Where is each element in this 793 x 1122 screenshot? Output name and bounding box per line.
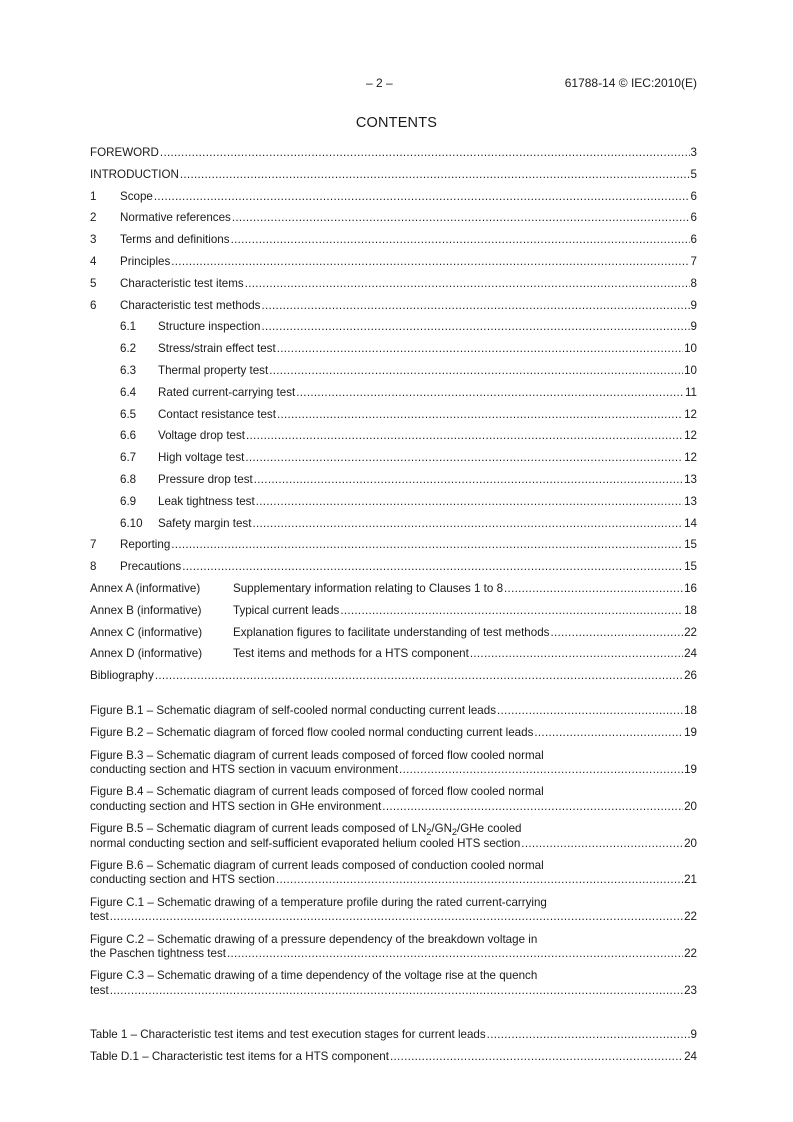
page-ref: 11 — [684, 385, 697, 399]
entry-line — [90, 837, 697, 852]
entry-title: Figure B.3 – Schematic diagram of current leads composed of forced flow cooled normal — [90, 748, 544, 762]
page-title: CONTENTS — [355, 115, 438, 131]
entry-title: Thermal property test — [158, 363, 269, 377]
figure-entry[interactable] — [90, 933, 697, 962]
section-number: 8 — [90, 560, 97, 574]
toc-entry[interactable] — [90, 495, 697, 510]
entry-line — [90, 785, 697, 800]
page-ref: 22 — [684, 910, 697, 924]
subscript: 2 — [452, 827, 458, 838]
dot-leader — [260, 320, 689, 335]
entry-line — [90, 984, 697, 999]
entry-title: FOREWORD — [90, 146, 159, 159]
annex-label: Annex A (informative) — [90, 581, 201, 595]
page-ref: 15 — [684, 538, 697, 552]
text-segment: /GHe cooled — [457, 822, 522, 836]
entry-title: Leak tightness test — [158, 494, 255, 508]
toc-entry[interactable] — [90, 190, 697, 205]
toc-entry[interactable] — [90, 299, 697, 314]
figure-entry[interactable] — [90, 749, 697, 778]
entry-title: Figure B.2 – Schematic diagram of forced flow cooled normal conducting current leads — [90, 726, 534, 740]
entry-line — [90, 763, 697, 778]
dot-leader — [170, 255, 689, 270]
entry-title: Pressure drop test — [158, 472, 253, 486]
entry-line — [90, 704, 697, 719]
section-number: 6 — [90, 298, 97, 312]
toc-line — [90, 211, 697, 226]
toc-line — [90, 473, 697, 488]
page-ref: 21 — [684, 873, 697, 887]
entry-title: normal conducting section and self-sufficient evaporated helium cooled HTS section — [90, 836, 521, 850]
page-ref: 9 — [690, 298, 697, 312]
section-number: 5 — [90, 276, 97, 290]
figure-entry[interactable] — [90, 859, 697, 888]
toc-line — [90, 386, 697, 401]
table-entry[interactable] — [90, 1028, 697, 1043]
toc-entry[interactable] — [90, 364, 697, 379]
page-ref: 18 — [684, 703, 697, 717]
entry-title: conducting section and HTS section in vacuum environment — [90, 763, 399, 777]
entry-title: Figure B.6 – Schematic diagram of current leads composed of conduction cooled normal — [90, 858, 544, 872]
page-ref: 22 — [684, 947, 697, 960]
dot-leader — [398, 763, 683, 778]
section-number: 6.9 — [120, 494, 137, 508]
section-number: 6.8 — [120, 472, 137, 486]
page-ref: 10 — [684, 363, 697, 377]
annex-label: Annex B (informative) — [90, 603, 202, 617]
figure-entry[interactable] — [90, 969, 697, 998]
page-ref: 7 — [690, 254, 697, 268]
toc-entry[interactable] — [90, 560, 697, 575]
page-ref: 14 — [684, 516, 697, 530]
dot-leader — [244, 451, 683, 466]
section-number: 4 — [90, 254, 97, 268]
toc-line — [90, 168, 697, 183]
entry-title: Safety margin test — [158, 516, 252, 530]
entry-title: Reporting — [120, 538, 171, 552]
section-number: 6.1 — [120, 320, 137, 334]
section-number: 6.3 — [120, 363, 137, 377]
entry-title: conducting section and HTS section in GHe environment — [90, 799, 382, 813]
toc-entry[interactable] — [90, 342, 697, 357]
entry-line — [90, 800, 697, 815]
dot-leader — [389, 1050, 683, 1065]
entry-line — [90, 933, 697, 948]
entry-title: Principles — [120, 254, 171, 268]
dot-leader — [181, 560, 683, 575]
entry-title: Figure B.4 – Schematic diagram of current leads composed of forced flow cooled normal — [90, 785, 544, 799]
toc-entry[interactable] — [90, 647, 697, 662]
entry-title: the Paschen tightness test — [90, 947, 226, 960]
dot-leader — [295, 386, 684, 401]
text-segment: Figure B.5 – Schematic diagram of current leads composed of LN — [90, 822, 427, 836]
entry-title: test — [90, 983, 109, 997]
toc-line — [90, 495, 697, 510]
dot-leader — [226, 947, 683, 962]
page-ref: 12 — [684, 451, 697, 465]
entry-line — [90, 1050, 697, 1065]
toc-entry[interactable] — [90, 451, 697, 466]
page-ref: 23 — [684, 983, 697, 997]
dot-leader — [230, 233, 690, 248]
toc-line — [90, 538, 697, 553]
page-ref: 24 — [684, 647, 697, 661]
entry-line — [90, 873, 697, 888]
dot-leader — [496, 704, 683, 719]
contents-list — [90, 146, 697, 684]
dot-leader — [159, 146, 690, 161]
toc-entry[interactable] — [90, 408, 697, 423]
figures-list — [90, 704, 697, 998]
dot-leader — [245, 429, 683, 444]
page-ref: 12 — [684, 429, 697, 443]
page-ref: 13 — [684, 494, 697, 508]
entry-title: Characteristic test items — [120, 276, 244, 290]
figure-entry[interactable] — [90, 822, 697, 851]
toc-entry[interactable] — [90, 517, 697, 532]
entry-title: Precautions — [120, 560, 182, 574]
toc-line — [90, 451, 697, 466]
page-ref: 22 — [684, 625, 697, 639]
entry-title: Typical current leads — [233, 603, 340, 617]
page-ref: 15 — [684, 560, 697, 574]
page-ref: 18 — [684, 603, 697, 617]
dot-leader — [170, 538, 683, 553]
section-number: 3 — [90, 233, 97, 247]
toc-entry[interactable] — [90, 255, 697, 270]
annex-label: Annex D (informative) — [90, 647, 203, 661]
text-segment: /GN — [431, 822, 453, 836]
entry-line — [90, 969, 697, 984]
page-ref: 19 — [684, 726, 697, 740]
toc-line — [90, 408, 697, 423]
entry-title: Characteristic test methods — [120, 298, 261, 312]
entry-title: Bibliography — [90, 669, 154, 683]
dot-leader — [179, 168, 690, 183]
page-ref: 20 — [684, 799, 697, 813]
toc-line — [90, 560, 697, 575]
entry-title: INTRODUCTION — [90, 167, 179, 181]
dot-leader — [154, 669, 683, 684]
toc-line — [90, 429, 697, 444]
toc-entry[interactable] — [90, 473, 697, 488]
dot-leader — [268, 364, 683, 379]
subscript: 2 — [426, 827, 432, 838]
page-ref: 13 — [684, 472, 697, 486]
section-number: 6.2 — [120, 342, 137, 356]
entry-title: Contact resistance test — [158, 407, 276, 421]
dot-leader — [533, 726, 683, 741]
section-number: 6.7 — [120, 451, 137, 465]
entry-title-rich — [90, 822, 522, 837]
page-ref: 16 — [684, 581, 697, 595]
entry-title: Figure B.1 – Schematic diagram of self-cooled normal conducting current leads — [90, 703, 496, 717]
toc-line — [90, 320, 697, 335]
toc-line — [90, 233, 697, 248]
entry-title: Figure C.1 – Schematic drawing of a temperature profile during the rated current-carrying — [90, 895, 547, 909]
toc-line — [90, 626, 697, 641]
annex-label: Annex C (informative) — [90, 625, 203, 639]
section-number: 6.5 — [120, 407, 137, 421]
dot-leader — [253, 473, 683, 488]
toc-entry[interactable] — [90, 277, 697, 292]
section-number: 6.10 — [120, 516, 143, 530]
entry-title: Explanation figures to facilitate understanding of test methods — [233, 625, 550, 639]
dot-leader — [275, 873, 683, 888]
dot-leader — [153, 190, 690, 205]
section-number: 1 — [90, 189, 97, 203]
entry-title: Structure inspection — [158, 320, 261, 334]
entry-title: Rated current-carrying test — [158, 385, 296, 399]
dot-leader — [251, 517, 683, 532]
toc-entry[interactable] — [90, 582, 697, 597]
section-number: 6.4 — [120, 385, 137, 399]
page-number: – 2 – — [366, 76, 393, 90]
section-number: 6.6 — [120, 429, 137, 443]
page-ref: 9 — [690, 320, 697, 334]
page-ref: 5 — [690, 167, 697, 181]
toc-entry[interactable] — [90, 626, 697, 641]
toc-line — [90, 517, 697, 532]
toc-line — [90, 604, 697, 619]
page-ref: 6 — [690, 189, 697, 203]
dot-leader — [276, 342, 683, 357]
toc-entry[interactable] — [90, 233, 697, 248]
entry-title: Figure C.2 – Schematic drawing of a pressure dependency of the breakdown voltage in — [90, 932, 538, 946]
figure-entry[interactable] — [90, 785, 697, 814]
toc-line — [90, 669, 697, 684]
section-number: 2 — [90, 211, 97, 225]
dot-leader — [231, 211, 690, 226]
toc-entry[interactable] — [90, 604, 697, 619]
entry-title: Test items and methods for a HTS component — [233, 647, 469, 661]
entry-title: Voltage drop test — [158, 429, 246, 443]
toc-entry[interactable] — [90, 146, 697, 161]
dot-leader — [244, 277, 690, 292]
entry-line — [90, 859, 697, 874]
dot-leader — [381, 800, 683, 815]
page-ref: 6 — [690, 233, 697, 247]
page-ref: 12 — [684, 407, 697, 421]
toc-line — [90, 647, 697, 662]
figure-entry[interactable] — [90, 704, 697, 719]
toc-entry[interactable] — [90, 669, 697, 684]
entry-title: Supplementary information relating to Clauses 1 to 8 — [233, 581, 504, 595]
dot-leader — [255, 495, 683, 510]
standard-reference: 61788-14 © IEC:2010(E) — [564, 76, 697, 90]
section-number: 7 — [90, 538, 97, 552]
page-ref: 24 — [684, 1050, 697, 1064]
dot-leader — [520, 837, 683, 852]
page-ref: 19 — [684, 763, 697, 777]
dot-leader — [276, 408, 683, 423]
toc-line — [90, 342, 697, 357]
toc-line — [90, 146, 697, 161]
toc-entry[interactable] — [90, 538, 697, 553]
toc-entry[interactable] — [90, 429, 697, 444]
figure-entry[interactable] — [90, 726, 697, 741]
page-ref: 20 — [684, 836, 697, 850]
toc-line — [90, 364, 697, 379]
entry-title: High voltage test — [158, 451, 245, 465]
entry-line — [90, 749, 697, 764]
entry-line — [90, 1028, 697, 1043]
entry-line — [90, 822, 697, 837]
page-ref: 10 — [684, 342, 697, 356]
table-of-contents — [90, 146, 697, 1073]
toc-line — [90, 190, 697, 205]
entry-title: Stress/strain effect test — [158, 342, 276, 356]
dot-leader — [503, 582, 683, 597]
entry-line — [90, 896, 697, 911]
page-ref: 26 — [684, 669, 697, 683]
entry-title: test — [90, 910, 109, 924]
tables-list — [90, 1028, 697, 1065]
entry-title: Terms and definitions — [120, 233, 230, 247]
page-ref: 9 — [690, 1028, 697, 1042]
entry-title: Normative references — [120, 211, 231, 225]
toc-entry[interactable] — [90, 320, 697, 335]
page-ref: 8 — [690, 276, 697, 290]
table-entry[interactable] — [90, 1050, 697, 1065]
toc-line — [90, 299, 697, 314]
toc-line — [90, 582, 697, 597]
entry-line — [90, 910, 697, 925]
dot-leader — [339, 604, 683, 619]
entry-title: Scope — [120, 189, 153, 203]
entry-line — [90, 947, 697, 962]
entry-title: Figure C.3 – Schematic drawing of a time dependency of the voltage rise at the quench — [90, 969, 538, 983]
toc-line — [90, 277, 697, 292]
page-ref: 3 — [690, 146, 697, 159]
entry-title: conducting section and HTS section — [90, 873, 275, 887]
dot-leader — [109, 910, 683, 925]
dot-leader — [549, 626, 683, 641]
entry-title: Table 1 – Characteristic test items and test execution stages for current leads — [90, 1028, 486, 1042]
entry-line — [90, 726, 697, 741]
entry-title: Table D.1 – Characteristic test items for a HTS component — [90, 1050, 389, 1064]
dot-leader — [260, 299, 689, 314]
toc-entry[interactable] — [90, 211, 697, 226]
dot-leader — [469, 647, 683, 662]
figure-entry[interactable] — [90, 896, 697, 925]
page-ref: 6 — [690, 211, 697, 225]
dot-leader — [109, 984, 683, 999]
toc-entry[interactable] — [90, 168, 697, 183]
toc-line — [90, 255, 697, 270]
toc-entry[interactable] — [90, 386, 697, 401]
dot-leader — [486, 1028, 690, 1043]
